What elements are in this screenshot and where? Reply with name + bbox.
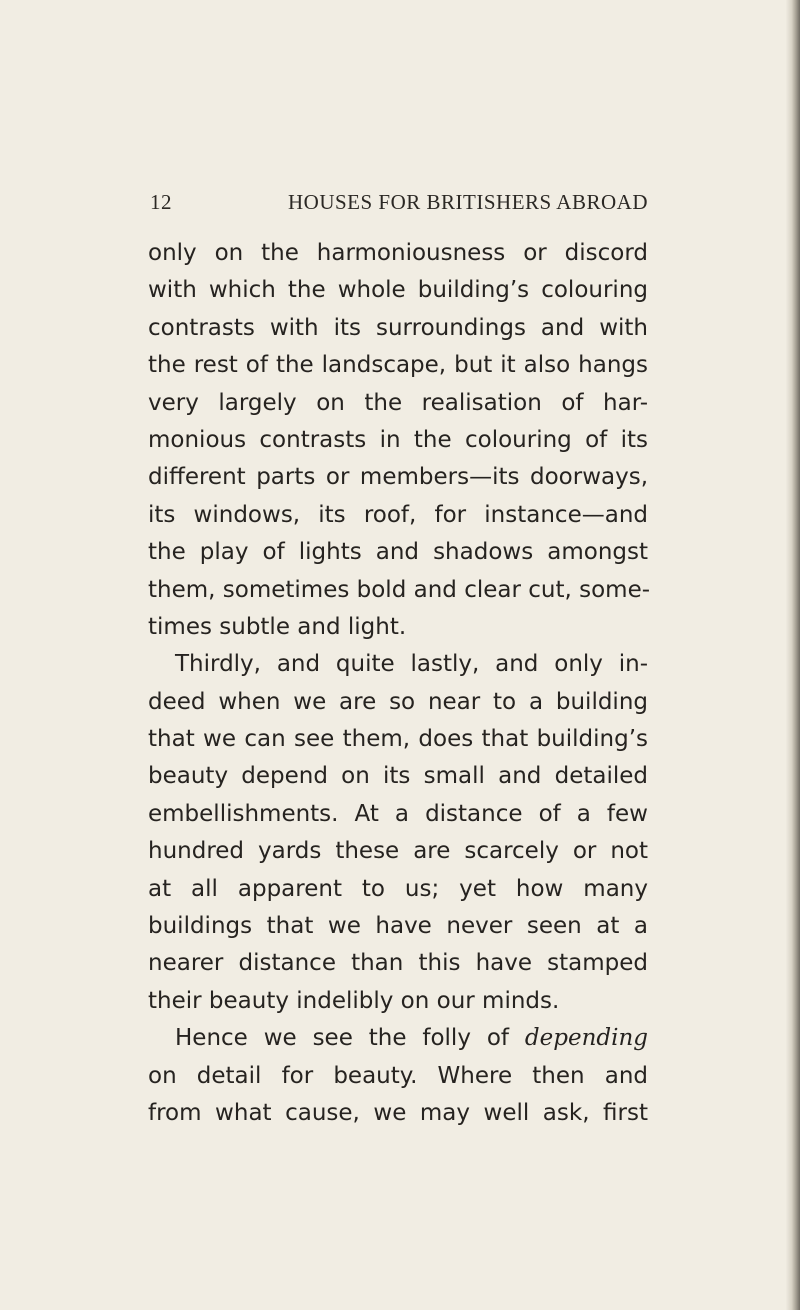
text-line: on detail for beauty. Where then and (148, 1062, 648, 1089)
running-title: HOUSES FOR BRITISHERS ABROAD (288, 190, 648, 214)
text-line: buildings that we have never seen at a (148, 913, 648, 940)
page-number: 12 (150, 190, 172, 214)
paragraph-start-line: Thirdly, and quite lastly, and only in- (175, 651, 648, 678)
text-line: beauty depend on its small and detailed (148, 763, 648, 790)
paragraph-start-line (148, 1020, 648, 1057)
text-line: only on the harmoniousness or discord (148, 240, 648, 266)
italic-word: depending (524, 1025, 649, 1052)
text-line: at all apparent to us; yet how many (148, 875, 648, 902)
text-line: hundred yards these are scarcely or not (148, 838, 648, 865)
text-line: the rest of the landscape, but it also hangs (148, 352, 648, 379)
text-line: nearer distance than this have stamped (148, 950, 648, 977)
text-line: deed when we are so near to a building (148, 688, 648, 715)
text-line: different parts or members—its doorways, (148, 464, 648, 491)
body-text (148, 235, 651, 1132)
text-line: from what cause, we may well ask, first (148, 1099, 648, 1126)
line-text: Hence we see the folly of (175, 1025, 509, 1052)
paragraph-end-line: times subtle and light. (148, 613, 407, 640)
text-line: with which the whole building’s colouring (148, 277, 648, 304)
text-line: contrasts with its surroundings and with (148, 314, 648, 341)
text-line: very largely on the realisation of har- (148, 389, 648, 416)
text-line: monious contrasts in the colouring of its (148, 426, 648, 453)
page-edge-shadow (786, 0, 800, 1310)
text-line: its windows, its roof, for instance—and (148, 501, 648, 528)
text-line: them, sometimes bold and clear cut, some- (148, 576, 651, 603)
text-line: that we can see them, does that building’s (148, 726, 648, 753)
text-line: embellishments. At a distance of a few (148, 800, 648, 827)
text-line: the play of lights and shadows amongst (148, 539, 648, 566)
paragraph-end-line: their beauty indelibly on our minds. (148, 987, 560, 1014)
